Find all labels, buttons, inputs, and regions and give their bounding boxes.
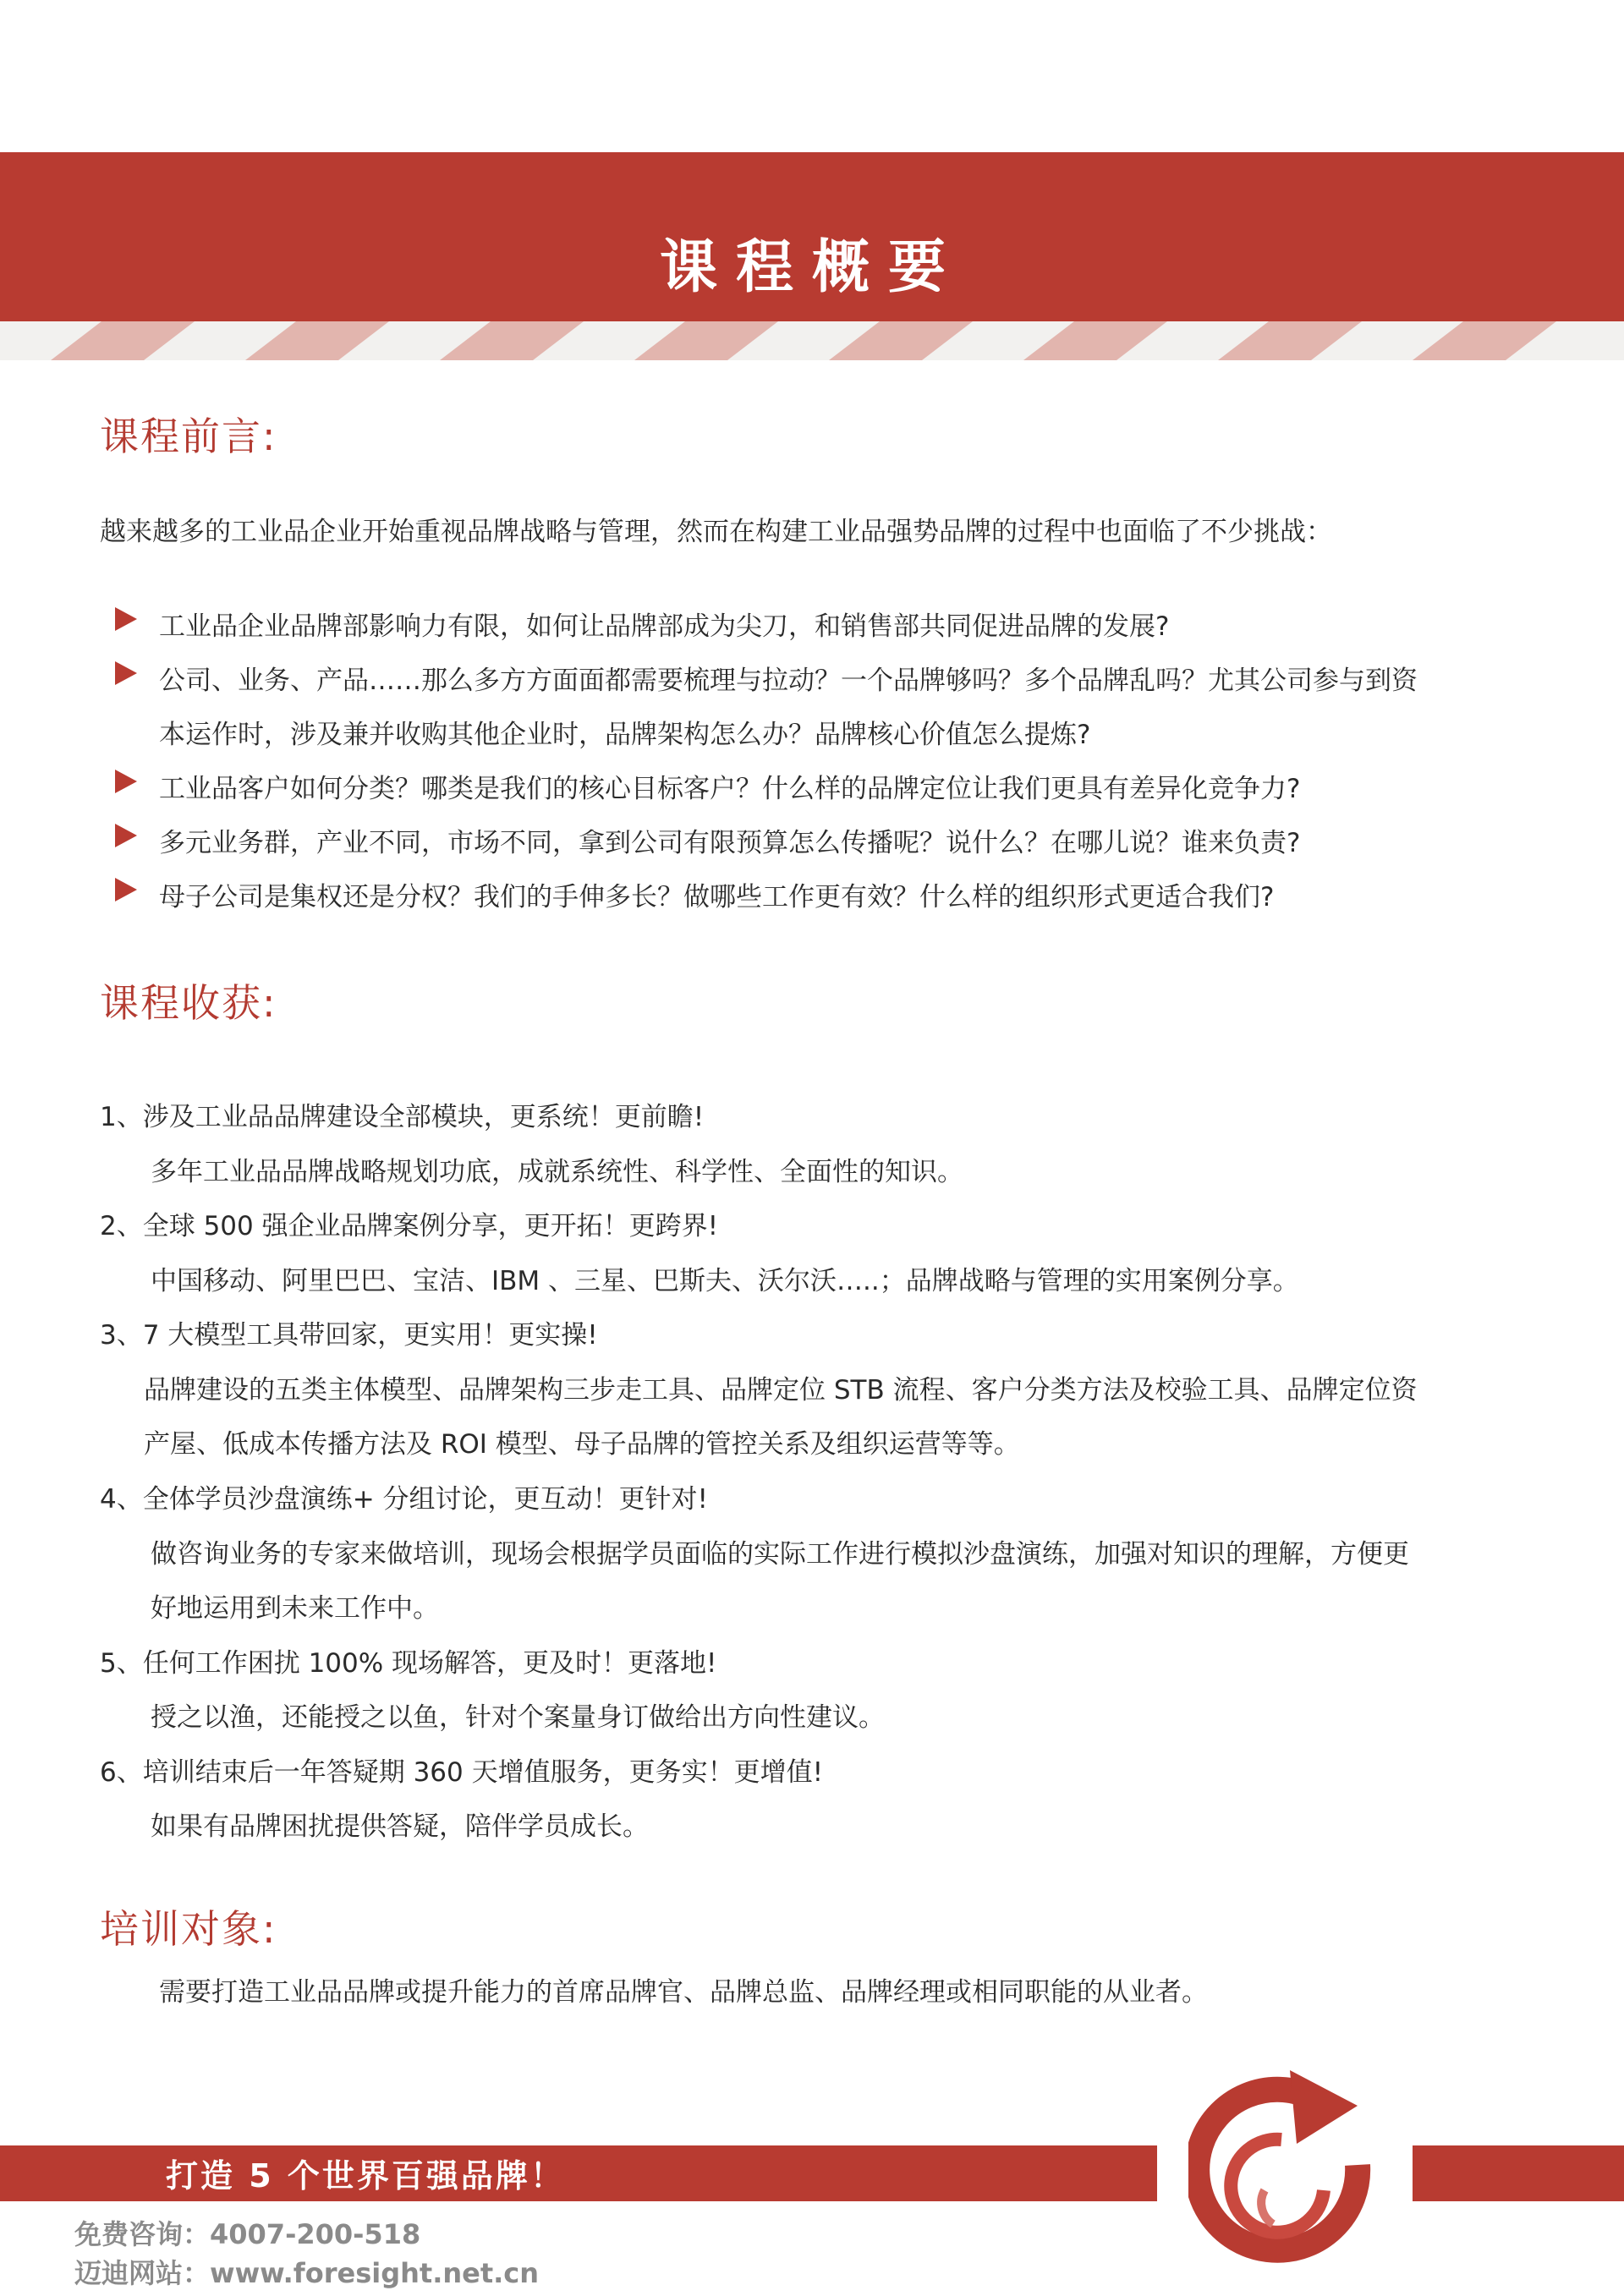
gain-item-text: 授之以渔，还能授之以鱼，针对个案量身订做给出方向性建议。 <box>151 1702 885 1733</box>
triangle-bullet-icon <box>115 770 137 793</box>
footer-slogan: 打造 5 个世界百强品牌！ <box>166 2157 565 2195</box>
list-item: 公司、业务、产品……那么多方方面面都需要梳理与拉动？一个品牌够吗？多个品牌乱吗？尤其公司参与到资 <box>159 666 1418 696</box>
gain-item-text: 产屋、低成本传播方法及 ROI 模型、母子品牌的管控关系及组织运营等等。 <box>144 1429 1020 1460</box>
gain-item-title: 4、全体学员沙盘演练+ 分组讨论，更互动！更针对! <box>100 1484 708 1515</box>
list-item: 工业品企业品牌部影响力有限，如何让品牌部成为尖刀，和销售部共同促进品牌的发展? <box>159 611 1170 642</box>
gain-item-text: 如果有品牌困扰提供答疑，陪伴学员成长。 <box>151 1811 649 1842</box>
list-item: 多元业务群，产业不同，市场不同，拿到公司有限预算怎么传播呢？说什么？在哪儿说？谁来负责? <box>159 828 1301 858</box>
footer-bar-right <box>1413 2145 1624 2201</box>
section-heading-audience: 培训对象: <box>100 1906 277 1952</box>
list-item: 母子公司是集权还是分权？我们的手伸多长？做哪些工作更有效？什么样的组织形式更适合我们? <box>159 882 1275 912</box>
stripe-decoration <box>0 321 1624 360</box>
gain-item-text: 中国移动、阿里巴巴、宝洁、IBM 、三星、巴斯夫、沃尔沃…..；品牌战略与管理的实用案例分享。 <box>151 1266 1299 1296</box>
list-item-continuation: 本运作时，涉及兼并收购其他企业时，品牌架构怎么办？品牌核心价值怎么提炼? <box>159 720 1091 750</box>
contact-website[interactable]: 迈迪网站：www.foresight.net.cn <box>74 2257 540 2289</box>
triangle-bullet-icon <box>115 878 137 901</box>
gain-item-title: 2、全球 500 强企业品牌案例分享，更开拓！更跨界! <box>100 1211 719 1241</box>
section-heading-gains: 课程收获: <box>100 980 277 1026</box>
triangle-bullet-icon <box>115 607 137 631</box>
triangle-bullet-icon <box>115 824 137 847</box>
gain-item-title: 5、任何工作困扰 100% 现场解答，更及时！更落地! <box>100 1648 717 1679</box>
banner-stripes <box>0 321 1624 360</box>
contact-phone: 免费咨询：4007-200-518 <box>74 2218 421 2250</box>
preface-intro: 越来越多的工业品企业开始重视品牌战略与管理，然而在构建工业品强势品牌的过程中也面临了不少挑战： <box>100 517 1332 547</box>
circular-arrow-logo-icon <box>1188 2063 1391 2283</box>
gain-item-title: 3、7 大模型工具带回家，更实用！更实操! <box>100 1320 598 1351</box>
gain-item-text: 好地运用到未来工作中。 <box>151 1593 439 1624</box>
audience-text: 需要打造工业品品牌或提升能力的首席品牌官、品牌总监、品牌经理或相同职能的从业者。 <box>159 1977 1208 2008</box>
page-title: 课程概要 <box>659 234 964 301</box>
gain-item-text: 品牌建设的五类主体模型、品牌架构三步走工具、品牌定位 STB 流程、客户分类方法及校验工具、品牌定位资 <box>144 1375 1418 1406</box>
gain-item-text: 多年工业品品牌战略规划功底，成就系统性、科学性、全面性的知识。 <box>151 1157 963 1187</box>
list-item: 工业品客户如何分类？哪类是我们的核心目标客户？什么样的品牌定位让我们更具有差异化竞争力? <box>159 774 1301 804</box>
triangle-bullet-icon <box>115 661 137 685</box>
section-heading-preface: 课程前言: <box>100 414 277 459</box>
gain-item-title: 6、培训结束后一年答疑期 360 天增值服务，更务实！更增值! <box>100 1757 824 1788</box>
gain-item-title: 1、涉及工业品品牌建设全部模块，更系统！更前瞻! <box>100 1102 705 1132</box>
gain-item-text: 做咨询业务的专家来做培训，现场会根据学员面临的实际工作进行模拟沙盘演练，加强对知识的理解，方便更 <box>151 1539 1409 1570</box>
